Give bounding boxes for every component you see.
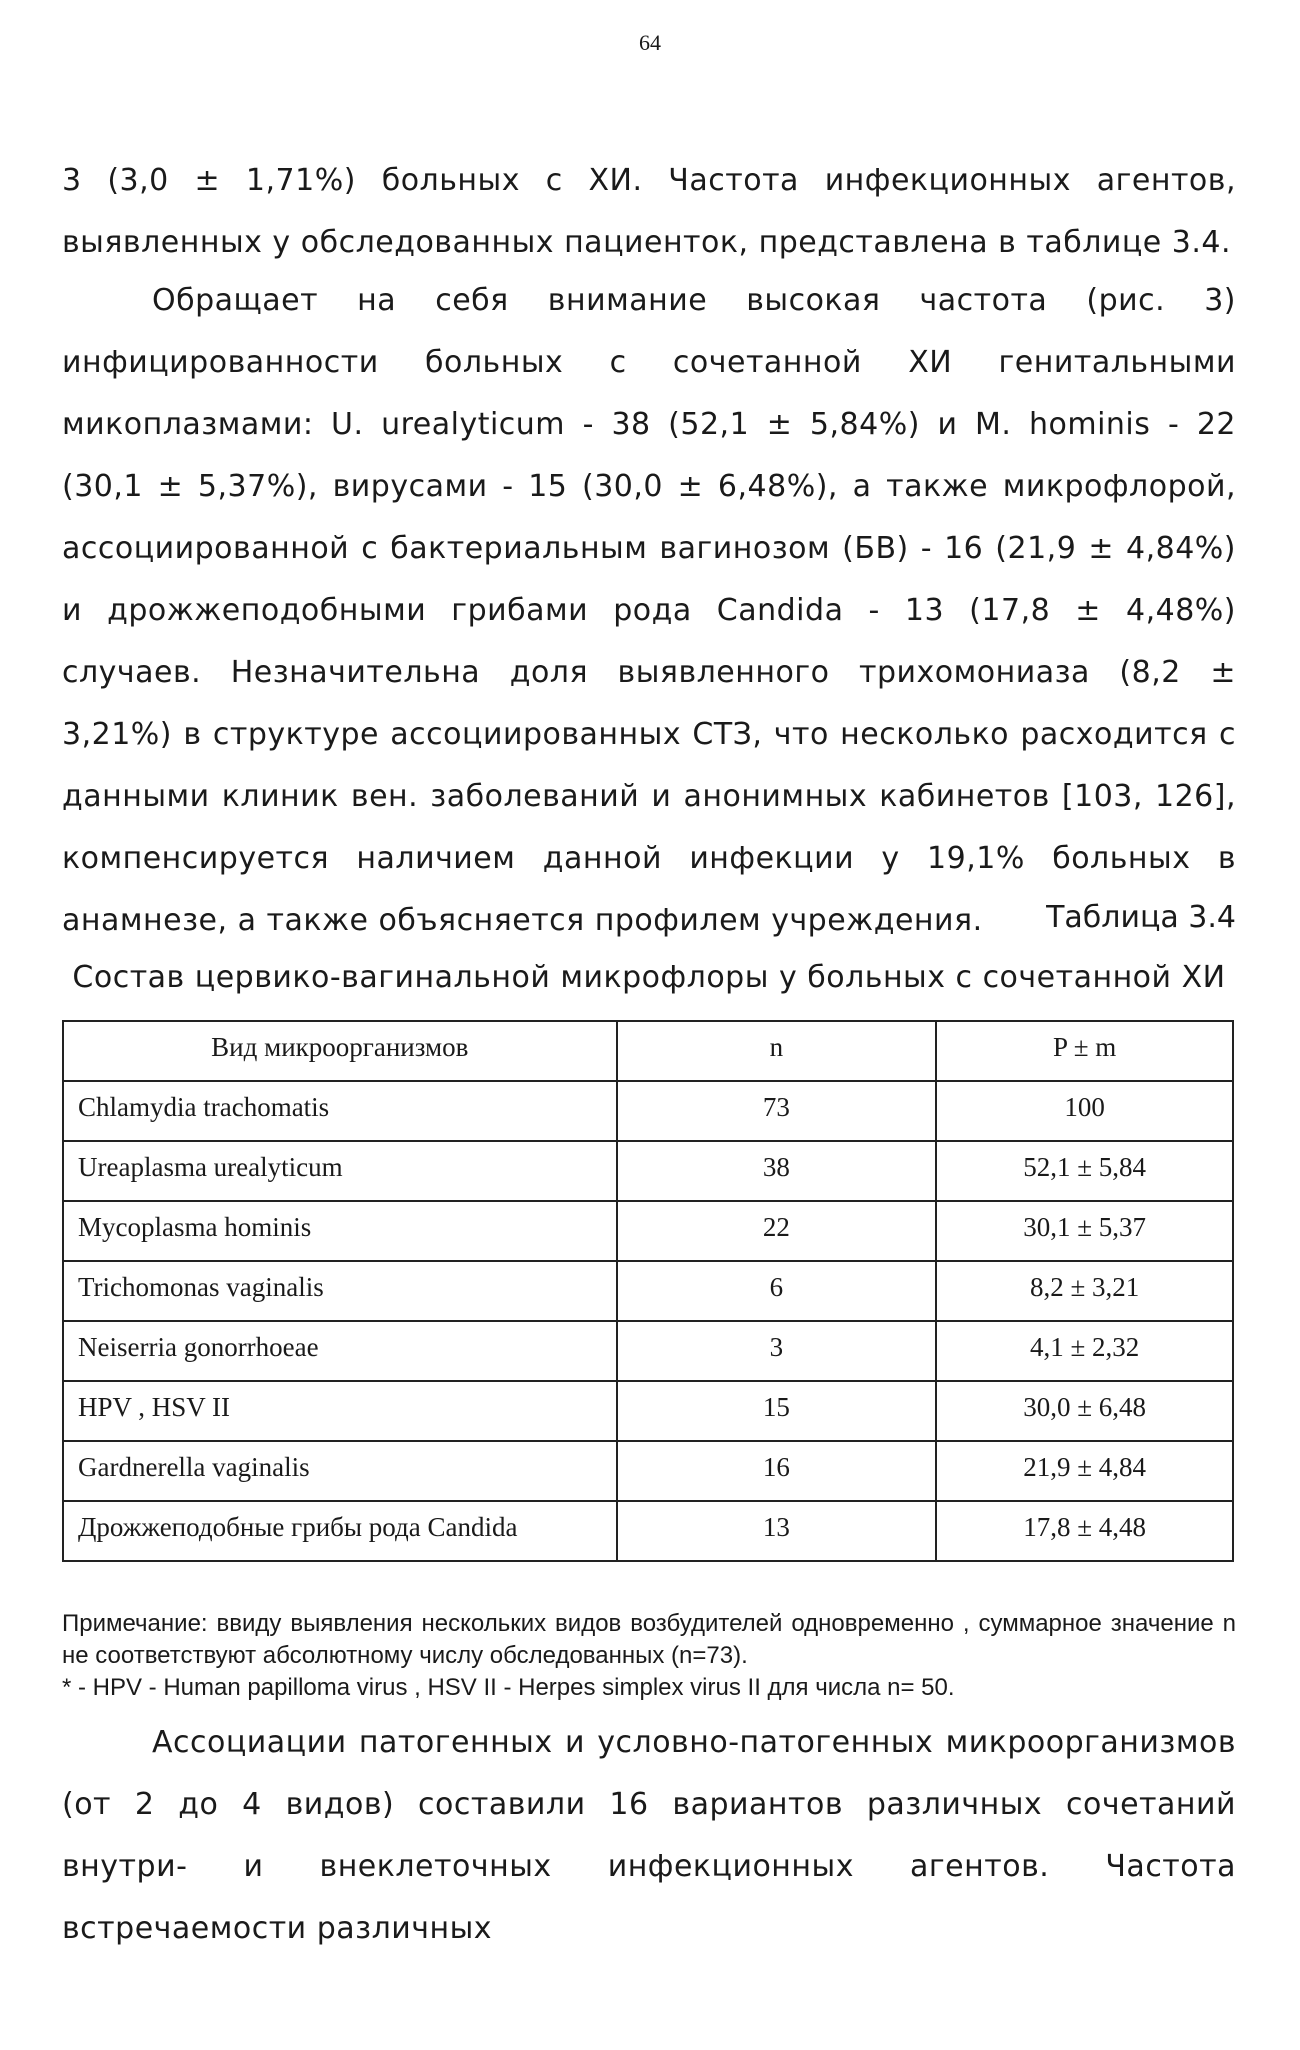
table-row <box>63 1261 1233 1321</box>
cell-species: Trichomonas vaginalis <box>63 1261 617 1321</box>
cell-p-m: 17,8 ± 4,48 <box>936 1501 1233 1561</box>
cell-p-m: 8,2 ± 3,21 <box>936 1261 1233 1321</box>
cell-p-m: 52,1 ± 5,84 <box>936 1141 1233 1201</box>
cell-p-m: 30,0 ± 6,48 <box>936 1381 1233 1441</box>
cell-species: Neiserria gonorrhoeae <box>63 1321 617 1381</box>
table-row <box>63 1081 1233 1141</box>
cell-p-m: 30,1 ± 5,37 <box>936 1201 1233 1261</box>
cell-n: 3 <box>617 1321 937 1381</box>
table-note <box>62 1608 1236 1704</box>
paragraph-3: Ассоциации патогенных и условно-патогенных микроорганизмов (от 2 до 4 видов) составили 16 вариантов различных сочетаний внутри- и внеклеточных инфекционных агентов. Частота встречаемости различных <box>62 1725 1236 1946</box>
cell-n: 15 <box>617 1381 937 1441</box>
table-row <box>63 1141 1233 1201</box>
page-number: 64 <box>639 30 661 55</box>
paragraph-2: Обращает на себя внимание высокая частота (рис. 3) инфицированности больных с сочетанной ХИ генитальными микоплазмами: U. urealyticum - 38 (52,1 ± 5,84%) и M. hominis - 22 (30,1 ± 5,37%), вирусами - 15 (30,0 ± 6,48%), а также микрофлорой, ассоциированной с бактериальным вагинозом (БВ) - 16 (21,9 ± 4,84%) и дрожжеподобными грибами рода Candida - 13 (17,8 ± 4,48%) случаев. Незначительна доля выявленного трихомониаза (8,2 ± 3,21%) в структуре ассоциированных СТЗ, что несколько расходится с данными клиник вен. заболеваний и анонимных кабинетов [103, 126], компенсируется наличием данной инфекции у 19,1% больных в анамнезе, а также объясняется профилем учреждения. <box>62 283 1236 938</box>
cell-p-m: 4,1 ± 2,32 <box>936 1321 1233 1381</box>
cell-p-m: 100 <box>936 1081 1233 1141</box>
table-title: Состав цервико-вагинальной микрофлоры у больных с сочетанной ХИ <box>72 960 1226 995</box>
table-header-row <box>63 1021 1233 1081</box>
table-row <box>63 1321 1233 1381</box>
cell-n: 22 <box>617 1201 937 1261</box>
cell-n: 16 <box>617 1441 937 1501</box>
cell-n: 38 <box>617 1141 937 1201</box>
cell-species: Gardnerella vaginalis <box>63 1441 617 1501</box>
header-p-m: P ± m <box>936 1021 1233 1081</box>
note-line-1: Примечание: ввиду выявления нескольких видов возбудителей одновременно , суммарное значение n не соответствуют абсолютному числу обследованных (n=73). <box>62 1610 1236 1669</box>
header-species: Вид микроорганизмов <box>63 1021 617 1081</box>
microflora-table <box>62 1020 1234 1562</box>
cell-species: Дрожжеподобные грибы рода Candida <box>63 1501 617 1561</box>
table-row <box>63 1501 1233 1561</box>
table-label: Таблица 3.4 <box>1046 900 1236 935</box>
header-n: n <box>617 1021 937 1081</box>
cell-n: 13 <box>617 1501 937 1561</box>
table-row <box>63 1441 1233 1501</box>
cell-n: 73 <box>617 1081 937 1141</box>
cell-species: Ureaplasma urealyticum <box>63 1141 617 1201</box>
cell-species: Chlamydia trachomatis <box>63 1081 617 1141</box>
cell-species: Mycoplasma hominis <box>63 1201 617 1261</box>
cell-n: 6 <box>617 1261 937 1321</box>
note-line-2: * - HPV - Human papilloma virus , HSV II - Herpes simplex virus II для числа n= 50. <box>62 1674 955 1701</box>
cell-species: HPV , HSV II <box>63 1381 617 1441</box>
table-row <box>63 1381 1233 1441</box>
paragraph-1: 3 (3,0 ± 1,71%) больных с ХИ. Частота инфекционных агентов, выявленных у обследованных пациенток, представлена в таблице 3.4. <box>62 163 1236 260</box>
cell-p-m: 21,9 ± 4,84 <box>936 1441 1233 1501</box>
table-row <box>63 1201 1233 1261</box>
